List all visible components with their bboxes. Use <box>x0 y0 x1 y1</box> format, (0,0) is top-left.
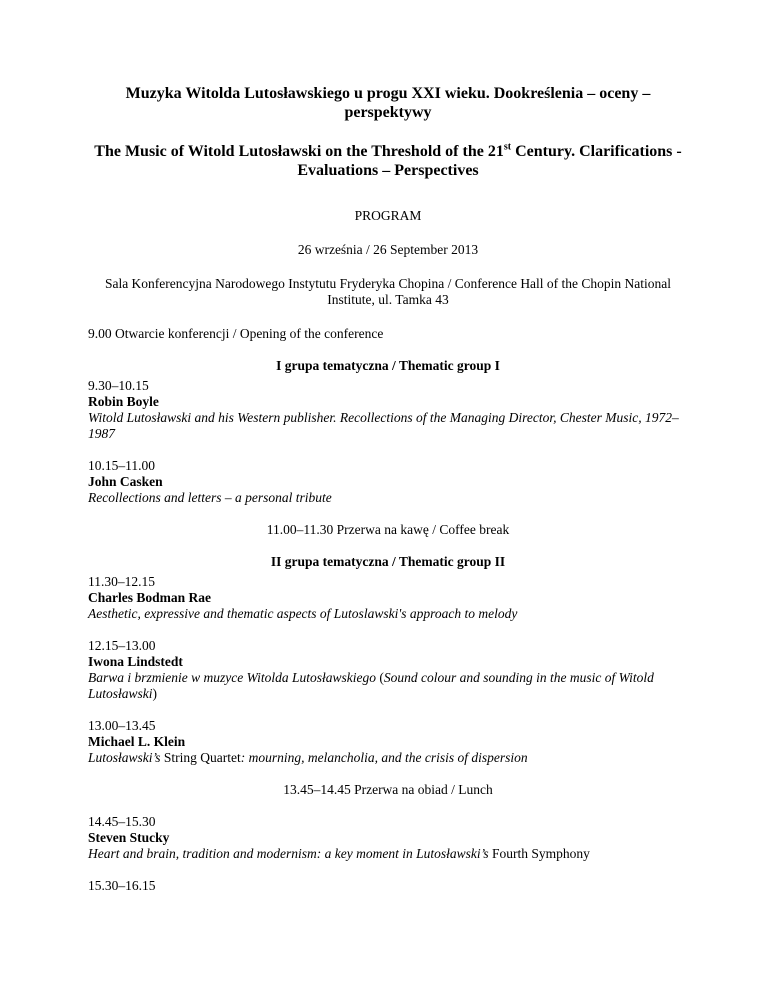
talk-time: 10.15–11.00 <box>88 458 155 473</box>
talk-entry <box>88 878 688 894</box>
talk-title-english: Sound colour and sounding in the music of Witold Lutosławski <box>88 670 654 701</box>
talk-speaker: Steven Stucky <box>88 830 170 845</box>
talk-title <box>88 846 688 862</box>
talk-time: 9.30–10.15 <box>88 378 149 393</box>
talk-title-polish: Barwa i brzmienie w muzyce Witolda Lutosławskiego <box>88 670 376 685</box>
talk-title <box>88 670 688 702</box>
thematic-group-1-heading: I grupa tematyczna / Thematic group I <box>276 358 500 373</box>
title-polish: Muzyka Witolda Lutosławskiego u progu XXI wieku. Dookreślenia – oceny – perspektywy <box>125 85 651 121</box>
talk-title-paren-open: ( <box>376 670 384 685</box>
document-content <box>88 84 688 910</box>
conference-venue: Sala Konferencyjna Narodowego Instytutu Fryderyka Chopina / Conference Hall of the Chopin National Institute, ul. Tamka 43 <box>104 276 672 307</box>
title-english-superscript: st <box>503 141 512 153</box>
opening-item: 9.00 Otwarcie konferencji / Opening of the conference <box>88 326 384 341</box>
talk-time: 14.45–15.30 <box>88 814 156 829</box>
title-english <box>88 142 688 180</box>
talk-title: Witold Lutosławski and his Western publisher. Recollections of the Managing Director, Chester Music, 1972–1987 <box>88 410 679 441</box>
talk-speaker: Charles Bodman Rae <box>88 590 212 605</box>
talk-title-work: Fourth Symphony <box>488 846 590 861</box>
talk-entry <box>88 458 688 506</box>
talk-title-part-a: Lutosławski’s <box>88 750 161 765</box>
title-english-pre: The Music of Witold Lutosławski on the Threshold of the 21 <box>94 143 504 160</box>
talk-title-part-c: : mourning, melancholia, and the crisis of dispersion <box>240 750 528 765</box>
talk-time: 12.15–13.00 <box>88 638 156 653</box>
talk-time: 11.30–12.15 <box>88 574 155 589</box>
talk-entry <box>88 378 688 442</box>
talk-time: 13.00–13.45 <box>88 718 156 733</box>
talk-title <box>88 750 688 766</box>
talk-title-paren-close: ) <box>152 686 158 701</box>
talk-entry <box>88 814 688 862</box>
coffee-break: 11.00–11.30 Przerwa na kawę / Coffee break <box>266 522 510 537</box>
thematic-group-2-heading: II grupa tematyczna / Thematic group II <box>270 554 506 569</box>
program-label: PROGRAM <box>354 208 422 223</box>
talk-title: Recollections and letters – a personal tribute <box>88 490 332 505</box>
talk-title: Aesthetic, expressive and thematic aspects of Lutoslawski's approach to melody <box>88 606 518 621</box>
talk-title-work: String Quartet <box>160 750 241 765</box>
lunch-break: 13.45–14.45 Przerwa na obiad / Lunch <box>283 782 493 797</box>
conference-date: 26 września / 26 September 2013 <box>297 242 479 257</box>
talk-entry <box>88 718 688 766</box>
talk-speaker: John Casken <box>88 474 163 489</box>
talk-entry <box>88 638 688 702</box>
talk-speaker: Iwona Lindstedt <box>88 654 183 669</box>
talk-entry <box>88 574 688 622</box>
talk-title-part-a: Heart and brain, tradition and modernism: a key moment in Lutosławski’s <box>88 846 489 861</box>
title-english-post: Century. Clarifications - Evaluations – Perspectives <box>297 143 682 179</box>
talk-time: 15.30–16.15 <box>88 878 156 893</box>
talk-speaker: Michael L. Klein <box>88 734 186 749</box>
talk-speaker: Robin Boyle <box>88 394 159 409</box>
